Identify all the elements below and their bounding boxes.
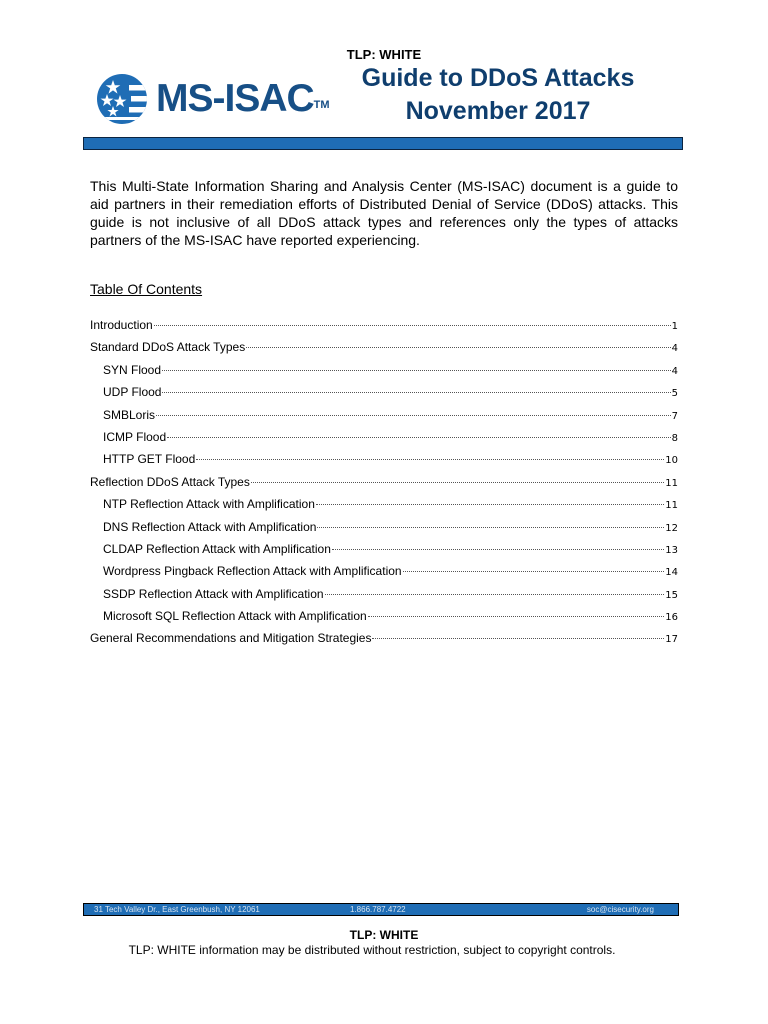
toc-heading: Table Of Contents: [90, 281, 203, 297]
toc-entry-page: 12: [665, 522, 678, 534]
title-line-2: November 2017: [405, 97, 591, 125]
toc-entry[interactable]: [90, 452, 678, 474]
logo-text: MS-ISAC: [156, 77, 314, 120]
toc-entry-label: DNS Reflection Attack with Amplification: [103, 519, 317, 534]
toc-dot-leader: [196, 459, 664, 460]
toc-dot-leader: [162, 370, 671, 371]
toc-entry-page: 5: [671, 388, 678, 400]
toc-entry-page: 15: [665, 589, 678, 601]
toc-entry[interactable]: [90, 385, 678, 407]
footer-phone[interactable]: 1.866.787.4722: [350, 905, 406, 914]
toc-entry-label: Wordpress Pingback Reflection Attack with Amplification: [103, 564, 402, 579]
toc-entry[interactable]: [90, 520, 678, 542]
toc-entry[interactable]: [90, 318, 678, 340]
toc-entry-label: SSDP Reflection Attack with Amplification: [103, 586, 324, 601]
toc-entry-label: CLDAP Reflection Attack with Amplification: [103, 541, 331, 556]
tlp-footer-label: TLP: WHITE: [349, 928, 419, 942]
toc-entry-page: 11: [665, 500, 678, 512]
toc-entry-label: HTTP GET Flood: [103, 452, 196, 467]
toc-entry[interactable]: [90, 609, 678, 631]
toc-dot-leader: [325, 594, 665, 595]
toc-entry[interactable]: [90, 340, 678, 362]
toc-entry-label: UDP Flood: [103, 385, 162, 400]
toc-dot-leader: [316, 504, 664, 505]
toc-entry-label: General Recommendations and Mitigation Strategies: [90, 631, 372, 646]
toc-entry[interactable]: [90, 475, 678, 497]
toc-dot-leader: [317, 527, 664, 528]
footer-email[interactable]: soc@cisecurity.org: [586, 905, 654, 914]
toc-dot-leader: [154, 325, 671, 326]
toc-dot-leader: [167, 437, 670, 438]
toc-entry-label: SYN Flood: [103, 362, 162, 377]
toc-dot-leader: [162, 392, 670, 393]
toc-dot-leader: [156, 415, 671, 416]
toc-entry[interactable]: [90, 430, 678, 452]
toc-entry[interactable]: [90, 363, 678, 385]
toc-entry-label: NTP Reflection Attack with Amplification: [103, 497, 315, 512]
toc-entry-label: SMBLoris: [103, 407, 156, 422]
trademark-symbol: TM: [313, 99, 330, 111]
footer-address: 31 Tech Valley Dr., East Greenbush, NY 12061: [94, 905, 260, 914]
toc-entry-label: Standard DDoS Attack Types: [90, 340, 246, 355]
toc-entry-page: 7: [671, 410, 678, 422]
document-title: [306, 62, 690, 128]
toc-dot-leader: [372, 638, 664, 639]
toc-dot-leader: [403, 571, 665, 572]
toc-entry-page: 16: [665, 612, 678, 624]
table-of-contents: [90, 318, 678, 654]
toc-entry-page: 4: [671, 343, 678, 355]
toc-dot-leader: [368, 616, 665, 617]
toc-entry-page: 1: [671, 321, 678, 332]
toc-entry[interactable]: [90, 587, 678, 609]
tlp-header-label: TLP: WHITE: [346, 47, 422, 62]
toc-dot-leader: [246, 347, 670, 348]
tlp-distribution-note: TLP: WHITE information may be distributed without restriction, subject to copyright controls.: [128, 943, 616, 957]
ms-isac-stars-globe-icon: [96, 73, 148, 125]
intro-paragraph: This Multi-State Information Sharing and Analysis Center (MS-ISAC) document is a guide to aid partners in their remediation efforts of Distributed Denial of Service (DDoS) attacks. This guide is not inclusive of all DDoS attack types and references only the types of attacks partners of the MS-ISAC have reported experiencing.: [90, 178, 678, 248]
toc-entry-label: Reflection DDoS Attack Types: [90, 474, 250, 489]
toc-entry[interactable]: [90, 564, 678, 586]
toc-entry[interactable]: [90, 542, 678, 564]
toc-entry[interactable]: [90, 497, 678, 519]
toc-entry-page: 4: [671, 365, 678, 377]
toc-entry-label: Introduction: [90, 318, 153, 332]
toc-entry-page: 17: [665, 634, 678, 646]
toc-entry-label: Microsoft SQL Reflection Attack with Amplification: [103, 609, 367, 624]
toc-entry-page: 11: [665, 477, 678, 489]
toc-dot-leader: [251, 482, 664, 483]
toc-entry[interactable]: [90, 631, 678, 653]
title-line-1: Guide to DDoS Attacks: [361, 64, 635, 92]
toc-entry[interactable]: [90, 408, 678, 430]
toc-dot-leader: [332, 549, 664, 550]
toc-entry-page: 10: [665, 455, 678, 467]
toc-entry-page: 13: [665, 544, 678, 556]
footer-contact-bar: [83, 903, 679, 916]
logo-wordmark: [156, 77, 330, 121]
toc-entry-label: ICMP Flood: [103, 429, 167, 444]
toc-entry-page: 14: [665, 567, 678, 579]
header-divider-bar: [83, 137, 683, 150]
toc-entry-page: 8: [671, 432, 678, 444]
